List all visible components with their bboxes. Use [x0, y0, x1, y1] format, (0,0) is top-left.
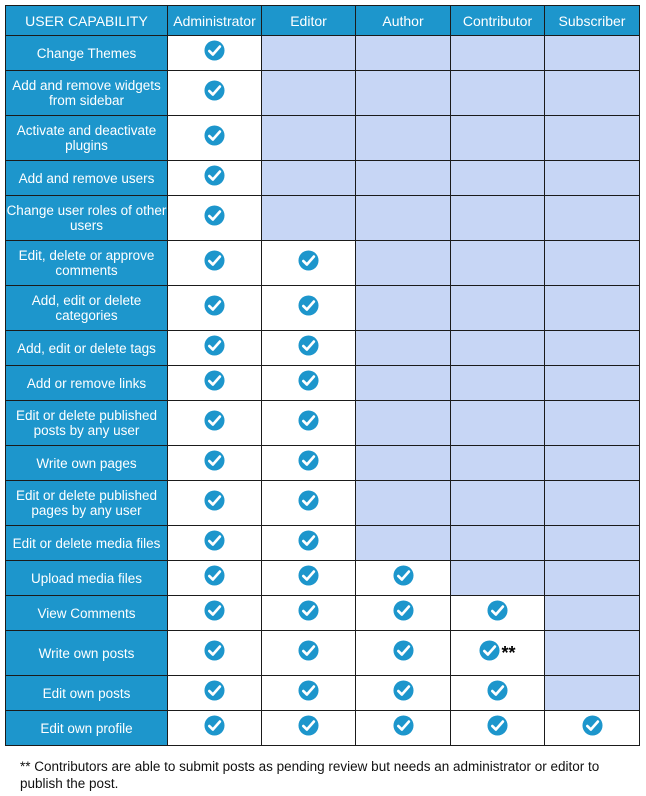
checkmark-circle-icon: [204, 80, 225, 106]
cell-editor: [262, 71, 356, 116]
table-row: [6, 596, 640, 631]
cell-administrator: [168, 366, 262, 401]
checkmark-circle-icon: [298, 530, 319, 556]
checkmark-circle-icon: [298, 295, 319, 321]
cell-author: [356, 481, 451, 526]
cell-author: [356, 241, 451, 286]
cell-administrator: [168, 286, 262, 331]
cell-subscriber: [545, 596, 640, 631]
capability-label: Activate and deactivate plugins: [6, 116, 168, 161]
cell-subscriber: [545, 36, 640, 71]
cell-author: [356, 71, 451, 116]
checkmark-circle-icon: [204, 250, 225, 276]
table-row: [6, 526, 640, 561]
capability-label: Add and remove users: [6, 161, 168, 196]
cell-administrator: [168, 676, 262, 711]
cell-author: [356, 36, 451, 71]
cell-author: [356, 401, 451, 446]
cell-editor: [262, 161, 356, 196]
cell-contributor: [451, 481, 545, 526]
cell-administrator: [168, 116, 262, 161]
checkmark-circle-icon: [298, 715, 319, 741]
capability-label: Add, edit or delete tags: [6, 331, 168, 366]
capability-label: Edit or delete media files: [6, 526, 168, 561]
capability-label: Edit own profile: [6, 711, 168, 746]
cell-contributor: [451, 561, 545, 596]
checkmark-circle-icon: [487, 680, 508, 706]
cell-editor: [262, 366, 356, 401]
checkmark-circle-icon: [582, 715, 603, 741]
cell-subscriber: [545, 561, 640, 596]
cell-contributor: [451, 711, 545, 746]
cell-subscriber: [545, 71, 640, 116]
capability-label: Change Themes: [6, 36, 168, 71]
cell-author: [356, 676, 451, 711]
checkmark-circle-icon: [298, 600, 319, 626]
cell-editor: [262, 631, 356, 676]
cell-subscriber: [545, 161, 640, 196]
cell-author: [356, 331, 451, 366]
footnote: ** Contributors are able to submit posts as pending review but needs an administrator or editor to publish the post.: [20, 759, 600, 791]
cell-contributor: [451, 366, 545, 401]
cell-editor: [262, 446, 356, 481]
cell-author: [356, 366, 451, 401]
table-row: [6, 36, 640, 71]
cell-author: [356, 116, 451, 161]
cell-subscriber: [545, 196, 640, 241]
checkmark-circle-icon: [487, 600, 508, 626]
cell-subscriber: [545, 366, 640, 401]
cell-author: [356, 286, 451, 331]
header-subscriber: Subscriber: [545, 6, 640, 36]
checkmark-circle-icon: [204, 640, 225, 666]
capability-label: Change user roles of other users: [6, 196, 168, 241]
cell-administrator: [168, 561, 262, 596]
cell-editor: [262, 481, 356, 526]
checkmark-circle-icon: [204, 125, 225, 151]
table-row: [6, 401, 640, 446]
checkmark-circle-icon: [298, 335, 319, 361]
capability-label: Edit or delete published posts by any user: [6, 401, 168, 446]
checkmark-circle-icon: [393, 640, 414, 666]
cell-contributor: [451, 161, 545, 196]
table-row: [6, 631, 640, 676]
cell-administrator: [168, 196, 262, 241]
capability-label: Add, edit or delete categories: [6, 286, 168, 331]
cell-editor: [262, 196, 356, 241]
table-row: [6, 481, 640, 526]
cell-editor: [262, 36, 356, 71]
checkmark-circle-icon: [204, 335, 225, 361]
table-row: [6, 241, 640, 286]
checkmark-circle-icon: [204, 530, 225, 556]
checkmark-circle-icon: [204, 165, 225, 191]
cell-subscriber: [545, 286, 640, 331]
cell-administrator: [168, 401, 262, 446]
cell-contributor: [451, 631, 545, 676]
cell-contributor: [451, 526, 545, 561]
capability-label: Add and remove widgets from sidebar: [6, 71, 168, 116]
table-row: [6, 561, 640, 596]
checkmark-circle-icon: [204, 490, 225, 516]
header-contributor: Contributor: [451, 6, 545, 36]
cell-author: [356, 631, 451, 676]
checkmark-circle-icon: [204, 680, 225, 706]
table-row: [6, 331, 640, 366]
capability-label: View Comments: [6, 596, 168, 631]
cell-author: [356, 526, 451, 561]
checkmark-circle-icon: [487, 715, 508, 741]
cell-subscriber: [545, 401, 640, 446]
cell-subscriber: [545, 676, 640, 711]
cell-administrator: [168, 446, 262, 481]
checkmark-circle-icon: [298, 370, 319, 396]
capability-label: Write own pages: [6, 446, 168, 481]
cell-subscriber: [545, 446, 640, 481]
capability-label: Add or remove links: [6, 366, 168, 401]
cell-editor: [262, 241, 356, 286]
cell-subscriber: [545, 116, 640, 161]
header-user-capability: USER CAPABILITY: [6, 6, 168, 36]
table-row: [6, 161, 640, 196]
cell-subscriber: [545, 631, 640, 676]
cell-editor: [262, 286, 356, 331]
header-editor: Editor: [262, 6, 356, 36]
cell-contributor: [451, 676, 545, 711]
cell-administrator: [168, 481, 262, 526]
checkmark-circle-icon: [204, 715, 225, 741]
capability-label: Write own posts: [6, 631, 168, 676]
cell-administrator: [168, 631, 262, 676]
cell-contributor: [451, 71, 545, 116]
cell-administrator: [168, 36, 262, 71]
table-row: [6, 196, 640, 241]
capability-label: Edit own posts: [6, 676, 168, 711]
checkmark-circle-icon: [393, 565, 414, 591]
table-row: [6, 676, 640, 711]
cell-subscriber: [545, 711, 640, 746]
cell-author: [356, 161, 451, 196]
checkmark-circle-icon: [298, 640, 319, 666]
cell-contributor: [451, 401, 545, 446]
cell-administrator: [168, 331, 262, 366]
checkmark-circle-icon: [393, 680, 414, 706]
capability-label: Edit or delete published pages by any user: [6, 481, 168, 526]
cell-editor: [262, 116, 356, 161]
checkmark-circle-icon: [204, 410, 225, 436]
cell-contributor: [451, 241, 545, 286]
cell-author: [356, 446, 451, 481]
checkmark-circle-icon: [298, 410, 319, 436]
cell-author: [356, 561, 451, 596]
cell-contributor: [451, 596, 545, 631]
header-administrator: Administrator: [168, 6, 262, 36]
cell-editor: [262, 526, 356, 561]
cell-contributor: [451, 446, 545, 481]
cell-administrator: [168, 596, 262, 631]
cell-administrator: [168, 71, 262, 116]
table-row: [6, 116, 640, 161]
checkmark-circle-icon: [479, 640, 500, 666]
table-row: [6, 286, 640, 331]
checkmark-circle-icon: [204, 600, 225, 626]
checkmark-circle-icon: [298, 450, 319, 476]
cell-editor: [262, 676, 356, 711]
cell-contributor: [451, 116, 545, 161]
table-row: [6, 446, 640, 481]
checkmark-circle-icon: [298, 680, 319, 706]
cell-contributor: [451, 286, 545, 331]
checkmark-circle-icon: [393, 715, 414, 741]
table-row: [6, 366, 640, 401]
capability-rows: [6, 36, 640, 746]
checkmark-circle-icon: [204, 205, 225, 231]
cell-administrator: [168, 161, 262, 196]
checkmark-circle-icon: [204, 450, 225, 476]
checkmark-circle-icon: [298, 565, 319, 591]
cell-subscriber: [545, 481, 640, 526]
cell-subscriber: [545, 241, 640, 286]
cell-editor: [262, 711, 356, 746]
cell-subscriber: [545, 331, 640, 366]
cell-editor: [262, 561, 356, 596]
cell-author: [356, 596, 451, 631]
checkmark-circle-icon: [298, 250, 319, 276]
cell-author: [356, 711, 451, 746]
checkmark-circle-icon: [204, 40, 225, 66]
checkmark-circle-icon: [204, 370, 225, 396]
cell-administrator: [168, 526, 262, 561]
cell-contributor: [451, 196, 545, 241]
cell-author: [356, 196, 451, 241]
cell-editor: [262, 331, 356, 366]
cell-administrator: [168, 241, 262, 286]
checkmark-circle-icon: [393, 600, 414, 626]
capability-label: Upload media files: [6, 561, 168, 596]
cell-editor: [262, 401, 356, 446]
cell-contributor: [451, 36, 545, 71]
cell-editor: [262, 596, 356, 631]
capability-label: Edit, delete or approve comments: [6, 241, 168, 286]
table-row: [6, 71, 640, 116]
cell-administrator: [168, 711, 262, 746]
header-author: Author: [356, 6, 451, 36]
checkmark-circle-icon: [204, 295, 225, 321]
checkmark-circle-icon: [204, 565, 225, 591]
cell-subscriber: [545, 526, 640, 561]
cell-contributor: [451, 331, 545, 366]
capability-table: [5, 5, 640, 746]
table-row: [6, 711, 640, 746]
header-row: [6, 6, 640, 36]
checkmark-circle-icon: [298, 490, 319, 516]
footnote-marker: **: [501, 643, 516, 663]
